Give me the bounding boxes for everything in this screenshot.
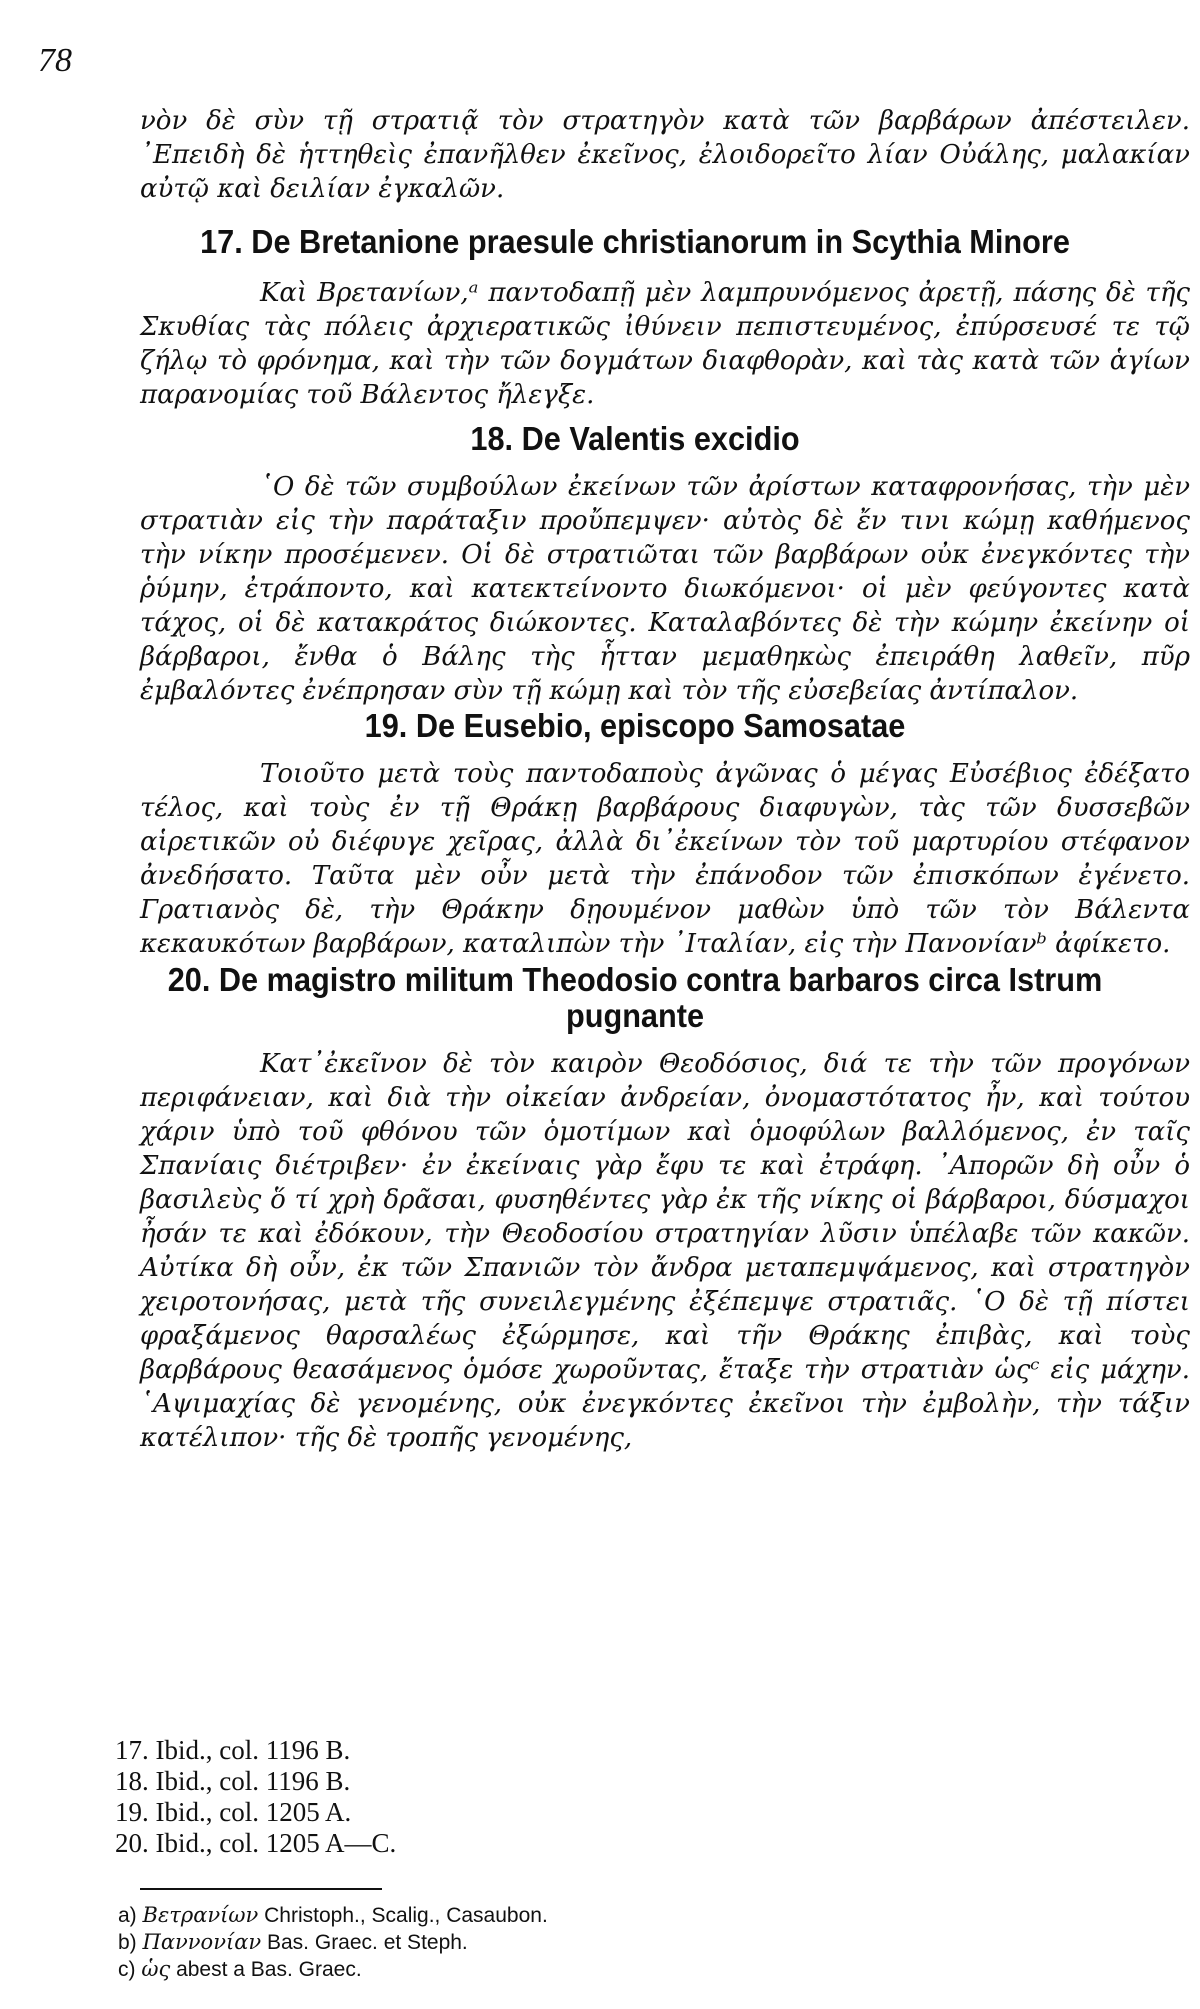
section-text-20: Κατ᾿ἐκεῖνον δὲ τὸν καιρὸν Θεοδόσιος, διά τε τὴν τῶν προγόνων περιφάνειαν, καὶ διὰ τὴν οἰκείαν ἀνδρείαν, ὀνομαστότατος ἦν, καὶ τούτου χάριν ὑπὸ τοῦ φθόνου τῶν ὁμοτίμων καὶ ὁμοφύλων βαλλόμενος, ἐν ταῖς Σπανίαις διέτριβεν· ἐν ἐκείναις γὰρ ἔφυ τε καὶ ἐτράφη. ᾿Απορῶν δὴ οὖν ὁ βασιλεὺς ὅ τί χρὴ δρᾶσαι, φυσηθέντες γὰρ ἐκ τῆς νίκης οἱ βάρβαροι, δύσμαχοι ἦσάν τε καὶ ἐδόκουν, τὴν Θεοδοσίου στρατηγίαν λῦσιν ὑπέλαβε τῶν κακῶν. Αὐτίκα δὴ οὖν, ἐκ τῶν Σπανιῶν τὸν ἄνδρα μεταπεμψάμενος, καὶ στρατηγὸν χειροτονήσας, μετὰ τῆς συνειλεγμένης ἐξέπεμψε στρατιᾶς. ῾Ο δὲ τῇ πίστει φραξάμενος θαρσαλέως ἐξώρμησε, καὶ τῆν Θράκης ἐπιβὰς, καὶ τοὺς βαρβάρους θεασάμενος ὁμόσε χωροῦντας, ἔταξε τὴν στρατιὰν ὡςᶜ εἰς μάχην. ῾Αψιμαχίας δὲ γενομένης, οὐκ ἐνεγκόντες ἐκεῖνοι τὴν ἐμβολὴν, τὴν τάξιν κατέλιπον· τῆς δὲ τροπῆς γενομένης, bbox=[140, 1049, 1190, 1453]
section-heading-17: 17. De Bretanione praesule christianorum in Scythia Minore bbox=[200, 223, 1070, 260]
apparatus-entry bbox=[118, 1902, 548, 1929]
apparatus-entry bbox=[118, 1929, 548, 1956]
section-text-19: Τοιοῦτο μετὰ τοὺς παντοδαποὺς ἀγῶνας ὁ μέγας Εὐσέβιος ἐδέξατο τέλος, καὶ τοὺς ἐν τῇ Θράκῃ βαρβάρους διαφυγὼν, τὰς τῶν δυσσεβῶν αἱρετικῶν οὐ διέφυγε χεῖρας, ἀλλὰ δι᾿ἐκείνων τὸν τοῦ μαρτυρίου στέφανον ἀνεδήσατο. Ταῦτα μὲν οὖν μετὰ τὴν ἐπάνοδον τῶν ἐπισκόπων ἐγένετο. Γρατιανὸς δὲ, τὴν Θράκην δῃουμένον μαθὼν ὑπὸ τῶν τὸν Βάλεντα κεκαυκότων βαρβάρων, καταλιπὼν τὴν ᾿Ιταλίαν, εἰς τὴν Πανονίανᵇ ἀφίκετο. bbox=[140, 759, 1190, 959]
apparatus-entry bbox=[118, 1956, 548, 1983]
footnote-divider bbox=[140, 1888, 382, 1890]
source-note: 19. Ibid., col. 1205 A. bbox=[115, 1797, 352, 1827]
apparatus-siglum: a) bbox=[118, 1904, 137, 1927]
source-note: 17. Ibid., col. 1196 B. bbox=[115, 1735, 351, 1765]
section-heading-19: 19. De Eusebio, episcopo Samosatae bbox=[364, 707, 906, 744]
section-heading-20: 20. De magistro militum Theodosio contra barbaros circa Istrum pugnante bbox=[167, 961, 1103, 1034]
apparatus-lemma: ὡς bbox=[141, 1957, 171, 1981]
source-note: 20. Ibid., col. 1205 A—C. bbox=[115, 1828, 397, 1858]
section-text-17: Καὶ Βρετανίων,ᵃ παντοδαπῇ μὲν λαμπρυνόμενος ἀρετῇ, πάσης δὲ τῆς Σκυθίας τὰς πόλεις ἀρχιερατικῶς ἰθύνειν πεπιστευμένος, ἐπύρσευσέ τε τῷ ζήλῳ τὸ φρόνημα, καὶ τὴν τῶν δογμάτων διαφθορὰν, καὶ τὰς κατὰ τῶν ἁγίων παρανομίας τοῦ Βάλεντος ἤλεγξε. bbox=[140, 278, 1190, 410]
intro-paragraph: νὸν δὲ σὺν τῇ στρατιᾷ τὸν στρατηγὸν κατὰ τῶν βαρβάρων ἀπέστειλεν. ᾿Επειδὴ δὲ ἡττηθεὶς ἐπανῆλθεν ἐκεῖνος, ἐλοιδορεῖτο λίαν Οὐάλης, μαλακίαν αὐτῷ καὶ δειλίαν ἐγκαλῶν. bbox=[140, 106, 1190, 204]
apparatus-reading: Christoph., Scalig., Casaubon. bbox=[264, 1904, 548, 1927]
apparatus-lemma: Βετρανίων bbox=[142, 1903, 259, 1927]
apparatus-siglum: b) bbox=[118, 1931, 137, 1954]
apparatus-siglum: c) bbox=[118, 1958, 136, 1981]
apparatus-reading: abest a Bas. Graec. bbox=[176, 1958, 362, 1981]
apparatus-reading: Bas. Graec. et Steph. bbox=[267, 1931, 468, 1954]
critical-apparatus bbox=[118, 1902, 548, 1983]
section-heading-18: 18. De Valentis excidio bbox=[470, 420, 800, 457]
source-note: 18. Ibid., col. 1196 B. bbox=[115, 1766, 351, 1796]
section-text-18: ῾Ο δὲ τῶν συμβούλων ἐκείνων τῶν ἀρίστων καταφρονήσας, τὴν μὲν στρατιὰν εἰς τὴν παράταξιν προὔπεμψεν· αὐτὸς δὲ ἔν τινι κώμῃ καθήμενος τὴν νίκην προσέμενεν. Οἱ δὲ στρατιῶται τῶν βαρβάρων οὐκ ἐνεγκόντες τὴν ῥύμην, ἐτράποντο, καὶ κατεκτείνοντο διωκόμενοι· οἱ μὲν φεύγοντες κατὰ τάχος, οἱ δὲ κατακράτος διώκοντες. Καταλαβόντες δὲ τὴν κώμην ἐκείνην οἱ βάρβαροι, ἔνθα ὁ Βάλης τὴς ἧτταν μεμαθηκὼς ἐπειράθη λαθεῖν, πῦρ ἐμβαλόντες ἐνέπρησαν σὺν τῇ κώμῃ καὶ τὸν τῆς εὐσεβείας ἀντίπαλον. bbox=[140, 472, 1190, 706]
source-notes bbox=[115, 1735, 396, 1859]
page-number: 78 bbox=[38, 42, 72, 79]
apparatus-lemma: Παννονίαν bbox=[142, 1930, 262, 1954]
